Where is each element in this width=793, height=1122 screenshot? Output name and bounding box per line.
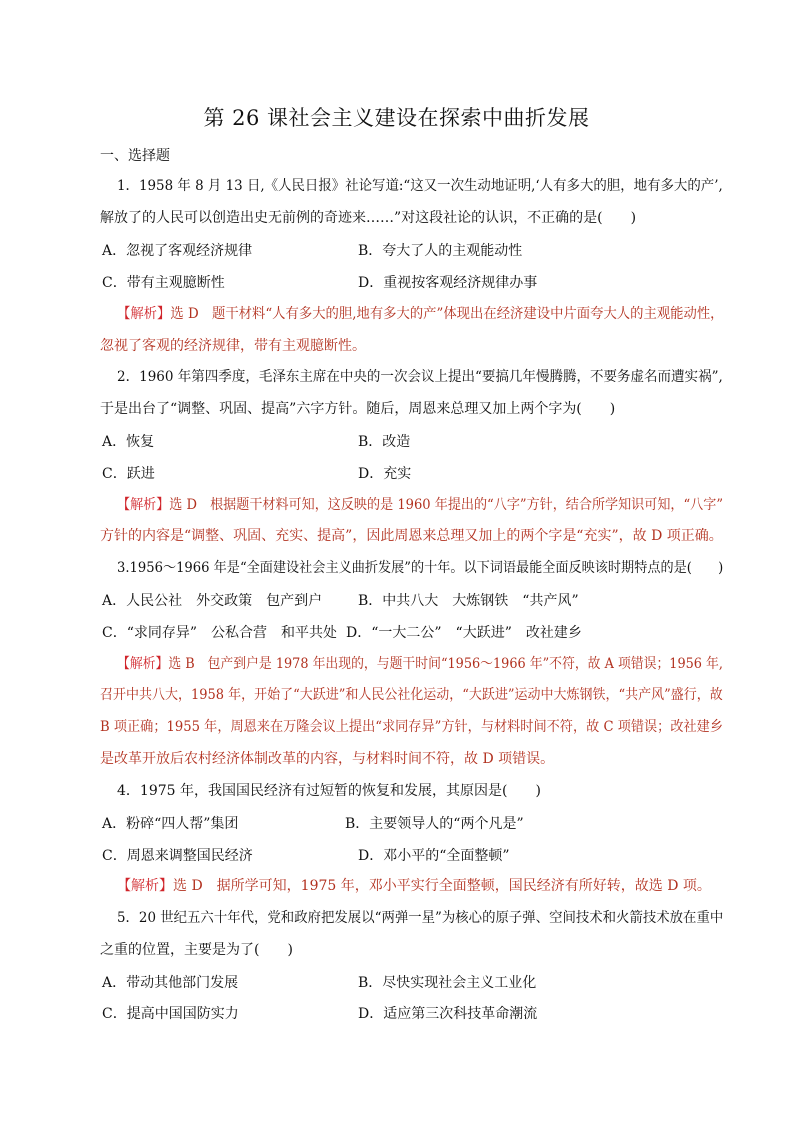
analysis-text: 选 D 根据题干材料可知，这反映的是 1960 年提出的“八字”方针，结合所学知识可知，“八字” [169, 497, 724, 513]
question-1-line-1: 1．1958 年 8 月 13 日,《人民日报》社论写道:“这又一次生动地证明,‘人有多大的胆，地有多大的产’, [117, 178, 723, 194]
analysis-tag: 【解析】 [117, 656, 169, 672]
question-3-line-1: 3.1956～1966 年是“全面建设社会主义曲折发展”的十年。以下词语最能全面反映该时期特点的是( ) [117, 560, 724, 576]
analysis-text: 选 B 包产到户是 1978 年出现的，与题干时间“1956～1966 年”不符，故 A 项错误；1956 年, [168, 656, 723, 672]
question-4-option-a: A．粉碎“四人帮”集团 [102, 816, 239, 832]
question-1-analysis-line-1 [117, 304, 724, 324]
question-2-line-1: 2．1960 年第四季度，毛泽东主席在中央的一次会议上提出“要搞几年慢腾腾，不要务虚名而遭实祸”, [117, 369, 723, 385]
analysis-tag: 【解析】 [117, 306, 171, 322]
question-1-option-b: B．夸大了人的主观能动性 [358, 243, 523, 259]
question-2-option-d: D．充实 [358, 466, 412, 482]
question-5-line-2: 之重的位置，主要是为了( ) [100, 942, 293, 958]
question-5-option-d: D．适应第三次科技革命潮流 [358, 1006, 538, 1022]
question-3-option-d: D．“一大二公” “大跃进” 改社建乡 [346, 625, 582, 641]
question-3-option-a: A．人民公社 外交政策 包产到户 [102, 593, 323, 609]
question-4-option-c: C．周恩来调整国民经济 [102, 848, 253, 864]
question-3-analysis-line-2: 召开中共八大，1958 年，开始了“大跃进”和人民公社化运动，“大跃进”运动中大炼钢铁，“共产风”盛行，故 [100, 687, 723, 703]
question-4-option-b: B．主要领导人的“两个凡是” [345, 816, 524, 832]
section-heading: 一、选择题 [100, 148, 170, 164]
question-3-analysis-line-1 [117, 654, 723, 674]
question-3-analysis-line-4: 是改革开放后农村经济体制改革的内容，与材料时间不符，故 D 项错误。 [100, 751, 555, 767]
question-4-line-1: 4．1975 年，我国国民经济有过短暂的恢复和发展，其原因是( ) [117, 783, 541, 799]
question-5-line-1: 5．20 世纪五六十年代，党和政府把发展以“两弹一星”为核心的原子弹、空间技术和火箭技术放在重中 [117, 910, 724, 926]
question-2-option-b: B．改造 [358, 434, 411, 450]
analysis-tag: 【解析】 [117, 878, 173, 894]
question-4-analysis-line-1 [117, 876, 723, 896]
question-1-option-a: A．忽视了客观经济规律 [102, 243, 253, 259]
question-5-option-b: B．尽快实现社会主义工业化 [358, 975, 537, 991]
question-4-option-d: D．邓小平的“全面整顿” [358, 848, 510, 864]
question-1-option-d: D．重视按客观经济规律办事 [358, 275, 538, 291]
question-2-analysis-line-1 [117, 495, 724, 515]
question-1-analysis-line-2: 忽视了客观的经济规律，带有主观臆断性。 [100, 338, 366, 354]
question-5-option-a: A．带动其他部门发展 [102, 975, 239, 991]
question-5-option-c: C．提高中国国防实力 [102, 1006, 239, 1022]
question-2-line-2: 于是出台了“调整、巩固、提高”六字方针。随后，周恩来总理又加上两个字为( ) [100, 401, 616, 417]
question-2-option-c: C．跃进 [102, 466, 155, 482]
question-3-analysis-line-3: B 项正确；1955 年，周恩来在万隆会议上提出“求同存异”方针，与材料时间不符，故 C 项错误；改社建乡 [100, 719, 723, 735]
analysis-text: 选 D 题干材料“人有多大的胆,地有多大的产”体现出在经济建设中片面夸大人的主观能动性， [170, 306, 724, 322]
question-3-option-b: B．中共八大 大炼钢铁 “共产风” [358, 593, 579, 609]
analysis-tag: 【解析】 [117, 497, 170, 513]
question-2-option-a: A．恢复 [102, 434, 155, 450]
question-1-option-c: C．带有主观臆断性 [102, 275, 225, 291]
question-1-line-2: 解放了的人民可以创造出史无前例的奇迹来……”对这段社论的认识，不正确的是( ) [100, 210, 637, 226]
question-3-option-c: C．“求同存异” 公私合营 和平共处 [102, 625, 338, 641]
question-2-analysis-line-2: 方针的内容是“调整、巩固、充实、提高”，因此周恩来总理又加上的两个字是“充实”，故 D 项正确。 [100, 528, 723, 544]
page-title: 第 26 课社会主义建设在探索中曲折发展 [203, 106, 590, 130]
analysis-text: 选 D 据所学可知，1975 年，邓小平实行全面整顿，国民经济有所好转，故选 D 项。 [173, 878, 711, 894]
